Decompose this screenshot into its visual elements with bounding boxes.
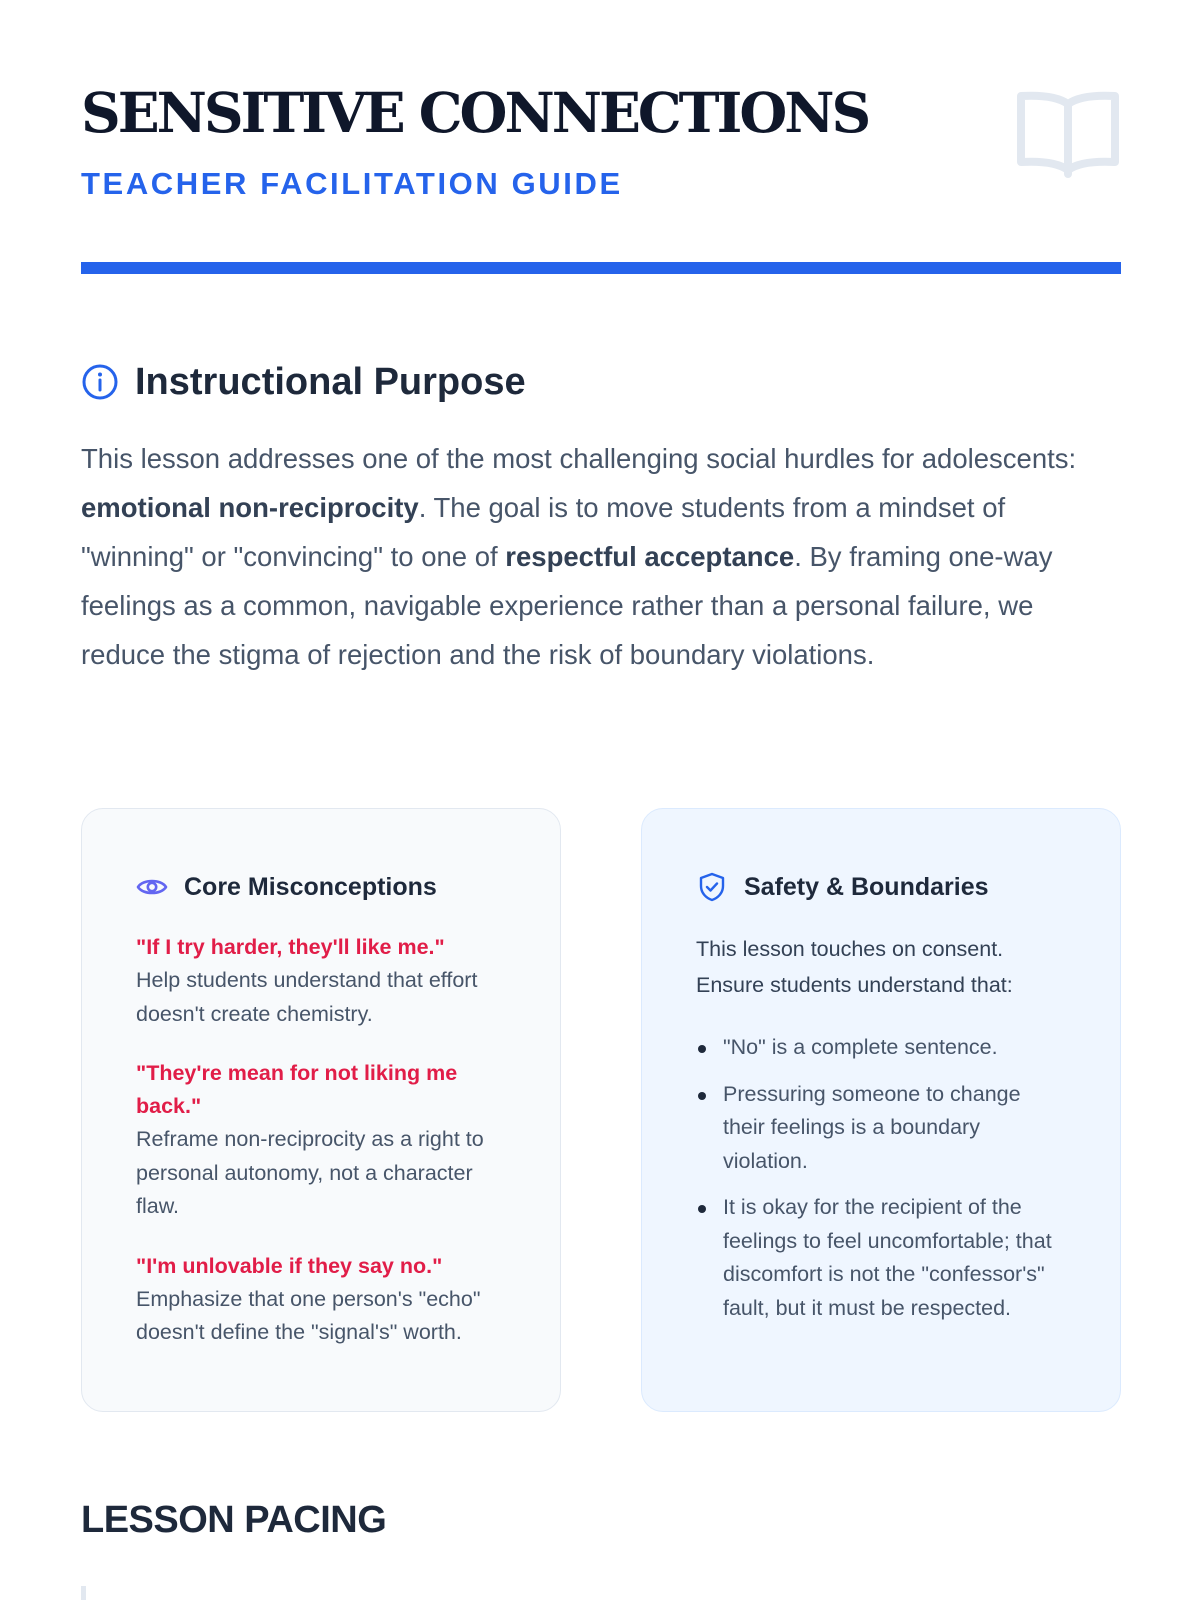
safety-point: "No" is a complete sentence.: [696, 1031, 1068, 1065]
safety-point: It is okay for the recipient of the feelings to feel uncomfortable; that discomfort is not the "confessor's" fault, but it must be respected.: [696, 1191, 1068, 1325]
misconception-guidance: Reframe non-reciprocity as a right to personal autonomy, not a character flaw.: [136, 1127, 484, 1218]
purpose-emphasis: emotional non-reciprocity: [81, 492, 419, 523]
safety-list: [696, 1031, 1068, 1338]
purpose-text-run: . By framing one-way feelings as a common, navigable experience rather than a personal failure, we reduce the stigma of rejection and the risk of boundary violations.: [81, 541, 1053, 670]
misconceptions-list: [136, 931, 508, 1376]
safety-card: [641, 808, 1121, 1412]
open-book-icon: [1017, 88, 1119, 180]
purpose-text-run: . The goal is to move students from a mindset of "winning" or "convincing" to one of: [81, 492, 1006, 572]
safety-heading: [696, 869, 989, 905]
safety-intro: This lesson touches on consent. Ensure students understand that:: [696, 937, 1013, 997]
misconception-quote: "If I try harder, they'll like me.": [136, 935, 445, 959]
document-subtitle: TEACHER FACILITATION GUIDE: [81, 166, 623, 201]
info-circle-icon: [81, 363, 119, 401]
misconception-guidance: Help students understand that effort doesn't create chemistry.: [136, 968, 478, 1026]
misconception-item: [136, 931, 508, 1031]
purpose-title: Instructional Purpose: [135, 361, 526, 403]
purpose-paragraph: [81, 434, 1121, 679]
safety-title: Safety & Boundaries: [744, 872, 989, 901]
misconceptions-heading: [136, 869, 437, 905]
misconception-item: [136, 1250, 508, 1350]
misconceptions-title: Core Misconceptions: [184, 872, 437, 901]
document-header: [81, 80, 1121, 210]
header-divider: [81, 262, 1121, 274]
guide-page: [81, 0, 1121, 1600]
lesson-pacing-title: LESSON PACING: [81, 1499, 387, 1541]
pacing-timeline-rule: [81, 1586, 86, 1600]
purpose-heading: [81, 360, 526, 404]
document-title: SENSITIVE CONNECTIONS: [81, 80, 869, 145]
misconceptions-card: [81, 808, 561, 1412]
misconception-quote: "I'm unlovable if they say no.": [136, 1253, 443, 1278]
shield-check-icon: [696, 871, 728, 903]
eye-icon: [136, 871, 168, 903]
misconception-item: [136, 1057, 508, 1224]
purpose-emphasis: respectful acceptance: [505, 541, 795, 572]
misconception-quote: "They're mean for not liking me back.": [136, 1061, 458, 1118]
misconception-guidance: Emphasize that one person's "echo" doesn't define the "signal's" worth.: [136, 1286, 481, 1344]
purpose-text-run: This lesson addresses one of the most challenging social hurdles for adolescents:: [81, 443, 1077, 474]
safety-point: Pressuring someone to change their feelings is a boundary violation.: [696, 1078, 1068, 1179]
